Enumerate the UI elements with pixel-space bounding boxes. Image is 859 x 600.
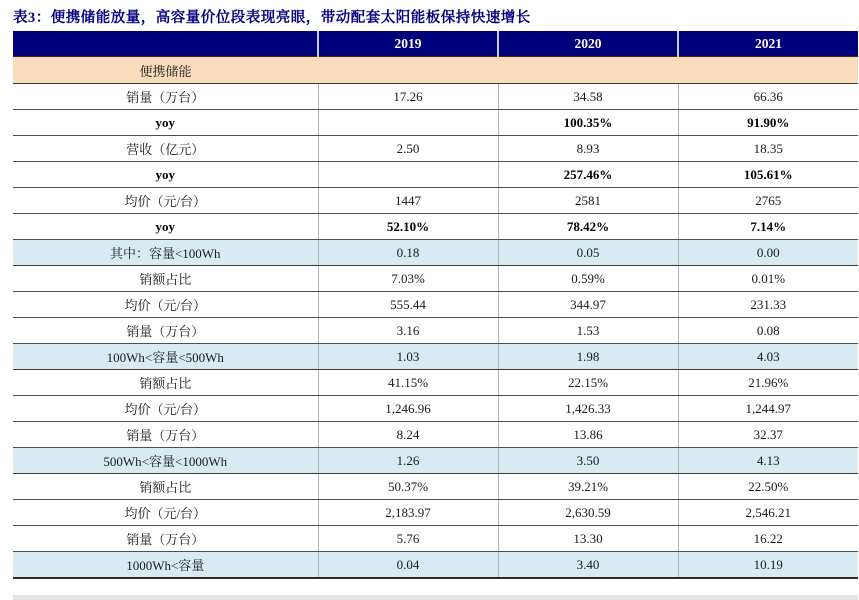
header-cell-label (13, 31, 318, 57)
cell-2020: 1.98 (498, 344, 678, 370)
row-label: 500Wh<容量<1000Wh (13, 448, 318, 474)
cell-2021: 32.37 (678, 422, 858, 448)
cell-2020: 3.40 (498, 552, 678, 579)
cell-2021: 18.35 (678, 136, 858, 162)
cell-2020: 39.21% (498, 474, 678, 500)
table-title: 表3：便携储能放量，高容量价位段表现亮眼，带动配套太阳能板保持快速增长 (13, 10, 531, 26)
row-label: 销额占比 (13, 474, 318, 500)
cell-2019: 7.03% (318, 266, 498, 292)
cell-2020: 13.30 (498, 526, 678, 552)
cell-2021: 4.13 (678, 448, 858, 474)
cell-2020: 8.93 (498, 136, 678, 162)
cell-2019: 555.44 (318, 292, 498, 318)
table-row (13, 448, 858, 474)
table-row (13, 552, 858, 579)
cell-2019: 2,183.97 (318, 500, 498, 526)
row-label: yoy (13, 162, 318, 188)
cell-2021: 91.90% (678, 110, 858, 136)
table-row (13, 240, 858, 266)
row-label: 销量（万台） (13, 422, 318, 448)
cell-2021: 1,244.97 (678, 396, 858, 422)
cell-2021: 10.19 (678, 552, 858, 579)
section-cell-2020 (498, 57, 678, 84)
table-row (13, 474, 858, 500)
cell-2021: 2765 (678, 188, 858, 214)
cell-2021: 0.00 (678, 240, 858, 266)
cell-2021: 4.03 (678, 344, 858, 370)
table-row (13, 84, 858, 110)
table-row (13, 162, 858, 188)
table-row (13, 136, 858, 162)
cell-2021: 0.08 (678, 318, 858, 344)
cell-2021: 22.50% (678, 474, 858, 500)
cell-2019: 8.24 (318, 422, 498, 448)
cell-2021: 105.61% (678, 162, 858, 188)
table-header (13, 31, 858, 57)
row-label: 其中：容量<100Wh (13, 240, 318, 266)
cell-2019: 1.03 (318, 344, 498, 370)
row-label: 均价（元/台） (13, 188, 318, 214)
section-row (13, 57, 858, 84)
table-row (13, 422, 858, 448)
row-label: yoy (13, 214, 318, 240)
table-row (13, 318, 858, 344)
cell-2020: 1.53 (498, 318, 678, 344)
row-label: 销额占比 (13, 266, 318, 292)
table-body (13, 57, 858, 579)
table-row (13, 292, 858, 318)
row-label: 销额占比 (13, 370, 318, 396)
row-label: yoy (13, 110, 318, 136)
cell-2020: 22.15% (498, 370, 678, 396)
cell-2021: 231.33 (678, 292, 858, 318)
table-row (13, 526, 858, 552)
cell-2021: 21.96% (678, 370, 858, 396)
header-cell-2019: 2019 (318, 31, 498, 57)
section-cell-2019 (318, 57, 498, 84)
cell-2020: 3.50 (498, 448, 678, 474)
cell-2019: 1.26 (318, 448, 498, 474)
row-label: 均价（元/台） (13, 292, 318, 318)
cell-2020: 257.46% (498, 162, 678, 188)
cell-2020: 0.59% (498, 266, 678, 292)
cell-2019 (318, 162, 498, 188)
cell-2019: 52.10% (318, 214, 498, 240)
cell-2021: 7.14% (678, 214, 858, 240)
cell-2019: 41.15% (318, 370, 498, 396)
cell-2020: 13.86 (498, 422, 678, 448)
cell-2019: 0.04 (318, 552, 498, 579)
cell-2020: 0.05 (498, 240, 678, 266)
table-row (13, 188, 858, 214)
cell-2020: 78.42% (498, 214, 678, 240)
cell-2019: 50.37% (318, 474, 498, 500)
table-row (13, 110, 858, 136)
table-row (13, 214, 858, 240)
row-label: 均价（元/台） (13, 396, 318, 422)
cell-2019: 5.76 (318, 526, 498, 552)
cell-2019 (318, 110, 498, 136)
cell-2021: 16.22 (678, 526, 858, 552)
row-label: 营收（亿元） (13, 136, 318, 162)
cell-2021: 0.01% (678, 266, 858, 292)
cell-2021: 2,546.21 (678, 500, 858, 526)
row-label: 销量（万台） (13, 318, 318, 344)
cell-2019: 1,246.96 (318, 396, 498, 422)
cell-2019: 0.18 (318, 240, 498, 266)
table-row (13, 500, 858, 526)
data-table (13, 31, 858, 579)
row-label: 均价（元/台） (13, 500, 318, 526)
cell-2019: 17.26 (318, 84, 498, 110)
table-row (13, 344, 858, 370)
header-row (13, 31, 858, 57)
cell-2020: 2,630.59 (498, 500, 678, 526)
header-cell-2021: 2021 (678, 31, 858, 57)
cell-2020: 2581 (498, 188, 678, 214)
row-label: 1000Wh<容量 (13, 552, 318, 579)
header-cell-2020: 2020 (498, 31, 678, 57)
row-label: 100Wh<容量<500Wh (13, 344, 318, 370)
cell-2019: 2.50 (318, 136, 498, 162)
section-cell-2021 (678, 57, 858, 84)
cell-2021: 66.36 (678, 84, 858, 110)
cell-2019: 3.16 (318, 318, 498, 344)
table-row (13, 266, 858, 292)
cell-2020: 34.58 (498, 84, 678, 110)
row-label: 销量（万台） (13, 526, 318, 552)
table-row (13, 396, 858, 422)
next-row-partial (13, 595, 858, 600)
table-row (13, 370, 858, 396)
cell-2020: 1,426.33 (498, 396, 678, 422)
cell-2020: 100.35% (498, 110, 678, 136)
cell-2020: 344.97 (498, 292, 678, 318)
section-label: 便携储能 (13, 57, 318, 84)
row-label: 销量（万台） (13, 84, 318, 110)
cell-2019: 1447 (318, 188, 498, 214)
